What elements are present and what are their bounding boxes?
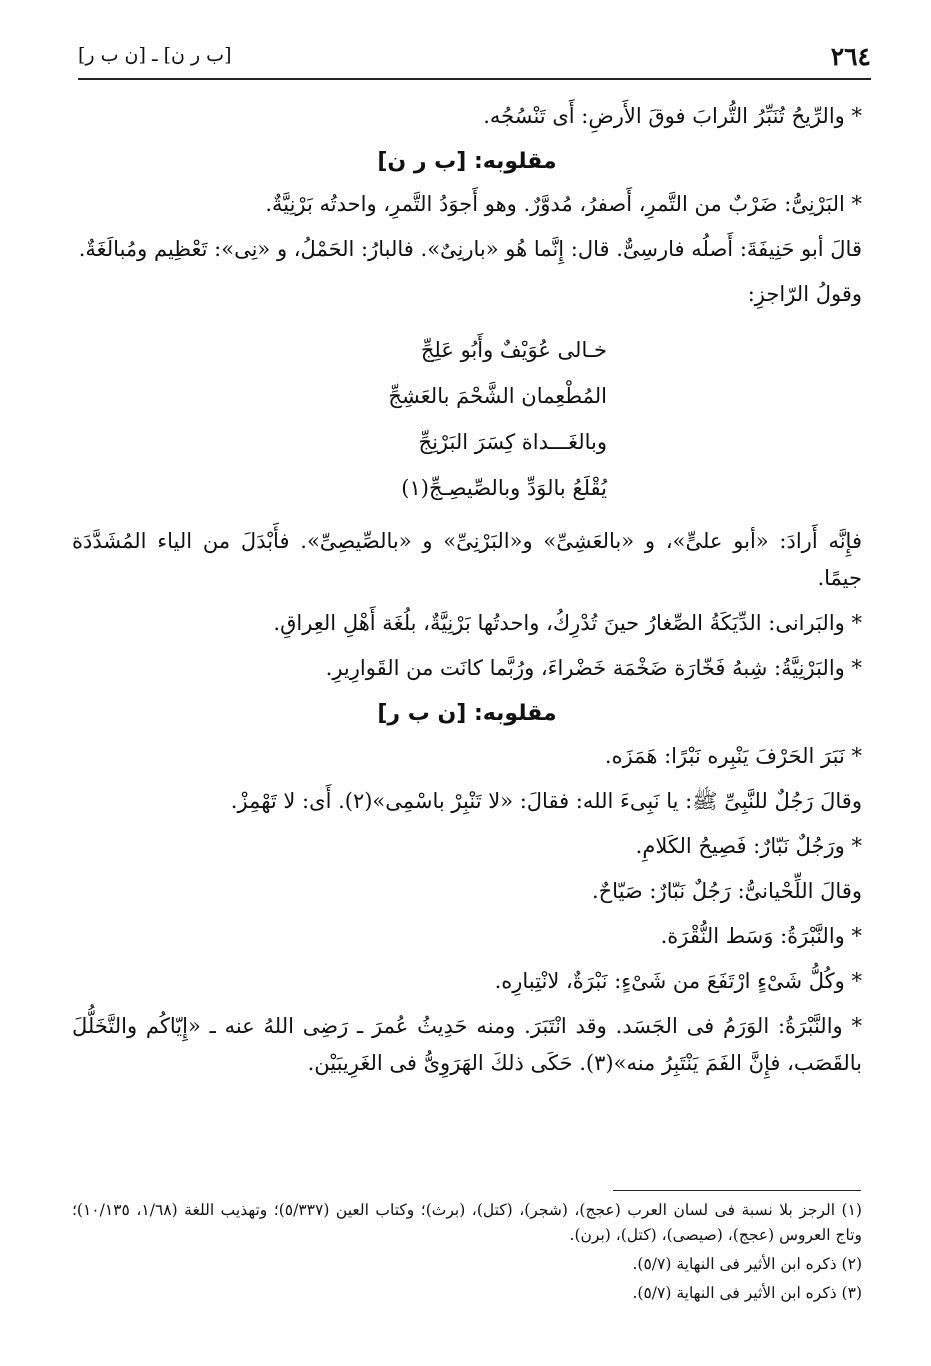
footnote: (٢) ذكره ابن الأثير فى النهاية (٥/٧).: [632, 1255, 862, 1273]
running-head: [ب ر ن] ـ [ن ب ر]: [78, 44, 232, 66]
entry-paragraph: وقالَ اللِّحْيانىُّ: رَجُلٌ نَبّارٌ: صَيّاحٌ.: [591, 879, 862, 903]
entry-paragraph: فإِنَّه أَرادَ: «أبو علىٍّ»، و «بالعَشِىِّ» و«البَرْنِىِّ» و «بالصِّيصِىِّ». فأَبْدَلَ من الياء المُشَدَّدَة جيمًا.: [72, 529, 862, 590]
entry-star: * البَرْنِىُّ: ضَرْبٌ من التَّمرِ، أَصفرُ، مُدوَّرٌ. وهو أَجوَدُ التَّمرِ، واحدتُه بَرْنِيَّةٌ.: [72, 186, 862, 223]
entry-paragraph: قالَ أبو حَنِيفَةَ: أَصلُه فارسِىٌّ. قال: إِنَّما هُو «بارنِىٌ». فالبارُ: الحَمْلُ، و «نِى»: تَعْظِيم ومُبالَغَةٌ.: [78, 237, 862, 261]
entry-star: * ورَجُلٌ نَبّارٌ: فَصِيحُ الكَلامِ.: [72, 828, 862, 865]
entry-paragraph: وقالَ رَجُلٌ للنَّبِىِّ ﷺ: يا نَبِىءَ الله: فقالَ: «لا تَنْبِرْ باسْمِى»(٢). أَى: لا تَهْمِزْ.: [230, 789, 862, 813]
footnote: (٣) ذكره ابن الأثير فى النهاية (٥/٧).: [632, 1284, 862, 1302]
poem-verse: خـالى عُوَيْفٌ وأَبُو عَلِجِّ: [420, 338, 607, 362]
section-heading: مقلوبه: [ن ب ر]: [377, 701, 557, 726]
header-rule: [78, 78, 871, 80]
poem-verse: وبالغَـــداة كِسَرَ البَرْنِجِّ: [418, 430, 607, 454]
entry-paragraph: وقولُ الرّاجزِ:: [747, 282, 862, 306]
poem-verse: يُقْلَعُ بالوَدِّ وبالصِّيصِـجِّ(١): [401, 476, 607, 500]
entry-star: * وكُلُّ شَىْءٍ ارْتَفَعَ من شَىْءٍ: نَبْرَةٌ، لانْتِبارِه.: [72, 963, 862, 1000]
entry-star: * والبَرْنِيَّةُ: شِبهُ فَخّارَة ضَخْمَة خَضْراءَ، ورُبَّما كانَت من القَوارِيرِ.: [72, 650, 862, 687]
section-heading: مقلوبه: [ب ر ن]: [377, 149, 557, 174]
page-header: [78, 38, 871, 74]
entry-star: * والبَرانى: الدِّيَكَةُ الصِّغارُ حينَ تُدْرِكُ، واحدتُها بَرْنِيَّةٌ، بلُغَة أَهْلِ العِراقِ.: [72, 605, 862, 642]
main-text: [72, 98, 862, 1090]
footnotes: [72, 1198, 862, 1310]
poem-block: [297, 327, 637, 511]
footnote: (١) الرجز بلا نسبة فى لسان العرب (عجج)، (شجر)، (كتل)، (برث)؛ وكتاب العين (٥/٣٣٧)؛ وتهذيب اللغة (١/٦٨، ١٠/١٣٥)؛ وتاج العروس (عجج)، (صيصى)، (كتل)، (برن).: [72, 1201, 862, 1244]
page-number: ٢٦٤: [830, 42, 871, 71]
footnote-rule: [613, 1190, 861, 1191]
entry-star: * نَبَرَ الحَرْفَ يَنْبِره نَبْرًا: هَمَزَه.: [72, 738, 862, 775]
entry-star: * والرِّيحُ تُنَبِّرُ التُّرابَ فوقَ الأَرضِ: أَى تَنْسُجُه.: [72, 98, 862, 135]
entry-star: * والنَّبْرَةُ: وَسَط النُّقْرَة.: [72, 918, 862, 955]
poem-verse: المُطْعِمان الشَّحْمَ بالعَشِجِّ: [388, 384, 607, 408]
entry-star: * والنَّبْرَةُ: الوَرَمُ فى الجَسَد. وقد انْتَبَرَ. ومنه حَدِيثُ عُمرَ ـ رَضِى اللهُ عنه ـ «إِيّاكُم والتَّخَلُّلَ بالقَصَب، فإِنَّ الفَمَ يَنْتَبِرُ منه»(٣). حَكَى ذلكَ الهَرَوِىُّ فى الغَرِيبَيْن.: [72, 1008, 862, 1082]
